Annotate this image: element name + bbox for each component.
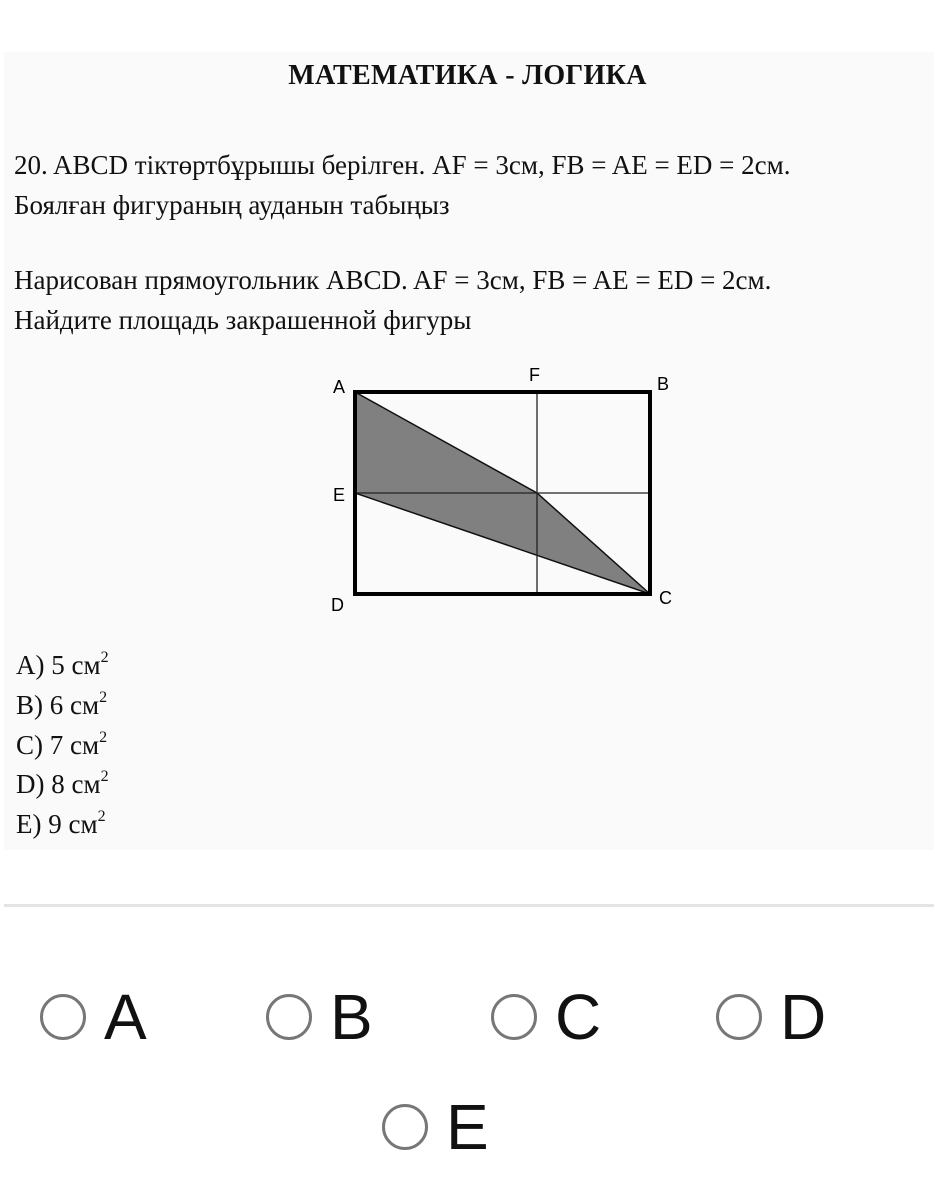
radio-circle-icon[interactable] [491,994,537,1040]
label-c: C [659,588,672,608]
label-a: A [333,377,346,397]
label-e: E [333,485,346,505]
label-f: F [529,365,540,385]
radio-circle-icon[interactable] [40,994,86,1040]
answer-exponent: 2 [99,689,108,706]
answer-exponent: 2 [100,649,109,666]
answer-text: C) 7 см [16,730,100,760]
question-kz-line-2: Боялған фигураның ауданын табыңыз [14,190,450,220]
rectangle-figure [320,360,700,620]
radio-circle-icon[interactable] [266,994,312,1040]
choice-c-radio[interactable] [491,980,601,1054]
question-kz-line-1: 20. ABCD тіктөртбұрышы берілген. AF = 3см, FB = AE = ED = 2см. [14,150,791,180]
question-ru-line-1: Нарисован прямоугольник ABCD. AF = 3см, FB = AE = ED = 2см. [14,265,772,295]
page-title: МАТЕМАТИКА - ЛОГИКА [288,60,647,91]
radio-circle-icon[interactable] [382,1104,428,1150]
choice-label[interactable]: E [446,1091,489,1163]
answer-option-c [16,730,107,761]
question-ru-line-2: Найдите площадь закрашенной фигуры [14,305,472,335]
choice-a-radio[interactable] [40,980,147,1054]
answer-exponent: 2 [100,768,109,785]
answer-exponent: 2 [97,808,106,825]
divider [4,904,934,907]
choice-label[interactable]: A [104,981,147,1053]
answer-text: A) 5 см [16,650,101,680]
choice-label[interactable]: C [555,981,602,1053]
answer-option-b [16,690,107,721]
choice-label[interactable]: D [780,981,827,1053]
answer-option-d [16,769,109,800]
label-b: B [657,374,670,394]
choice-d-radio[interactable] [716,980,826,1054]
answer-option-e [16,809,106,840]
answer-text: D) 8 см [16,769,101,799]
answer-text: E) 9 см [16,809,98,839]
radio-circle-icon[interactable] [716,994,762,1040]
label-d: D [331,595,344,615]
choice-e-radio[interactable] [382,1090,489,1164]
answer-exponent: 2 [99,729,108,746]
answer-text: B) 6 см [16,690,100,720]
answer-option-a [16,650,109,681]
choice-b-radio[interactable] [266,980,373,1054]
choice-label[interactable]: B [330,981,373,1053]
